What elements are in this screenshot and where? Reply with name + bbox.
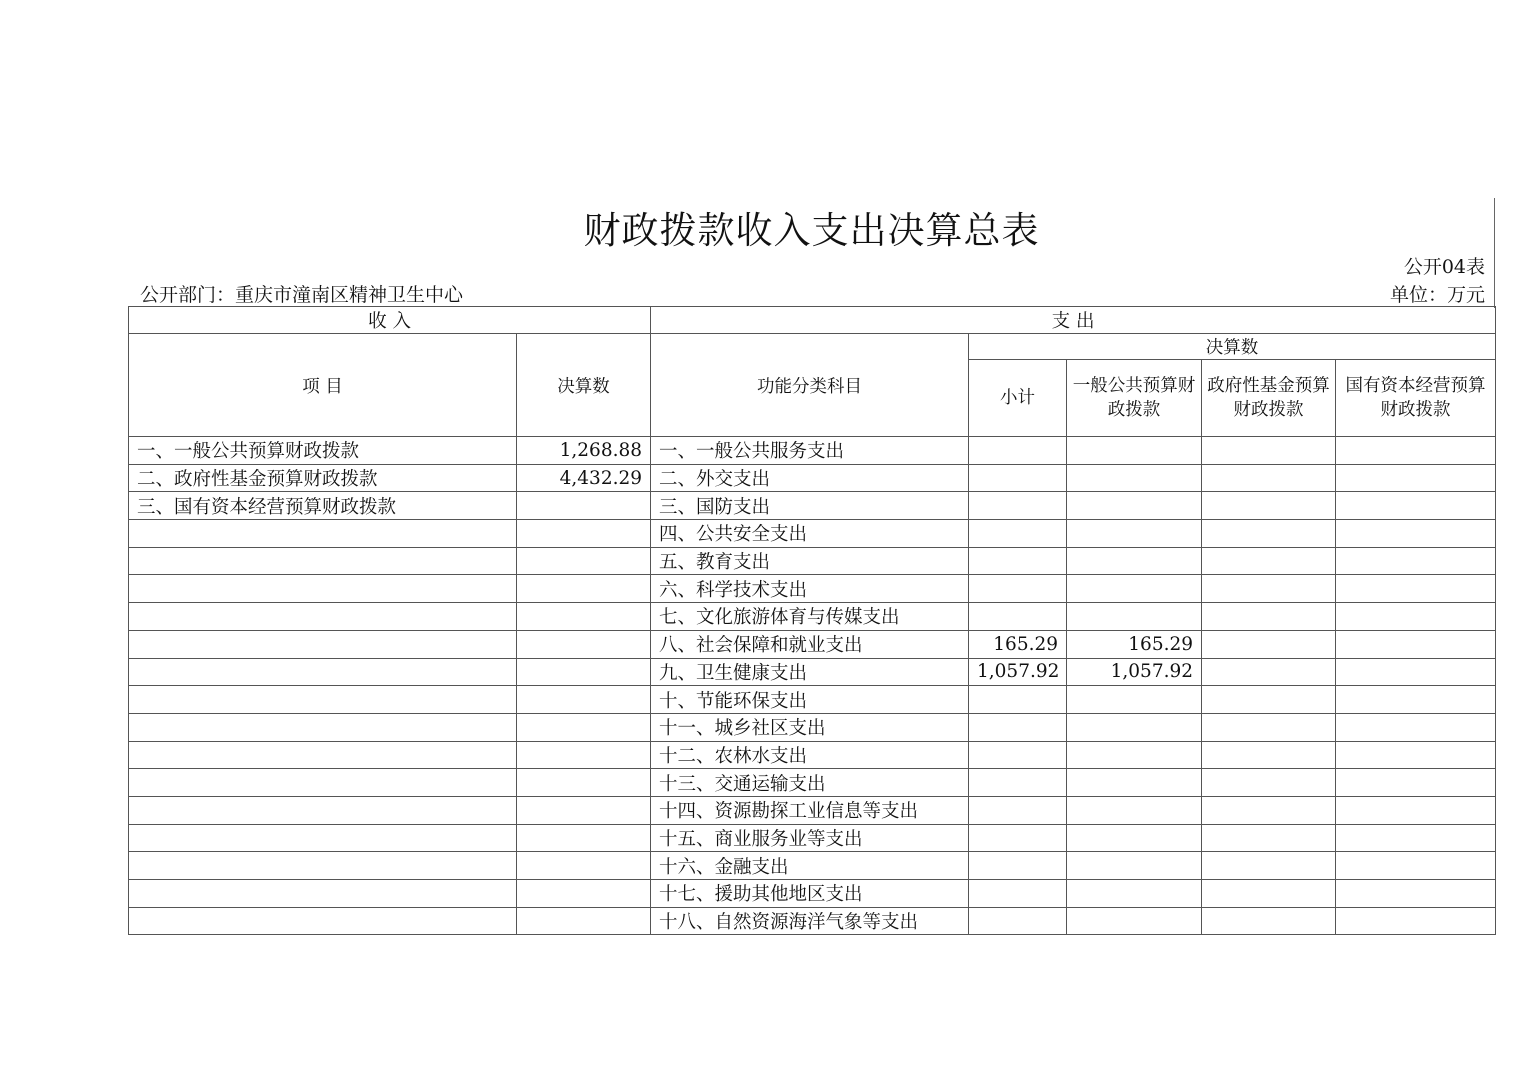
expense-item-cell: 十三、交通运输支出	[651, 769, 969, 797]
table-row	[129, 741, 1496, 769]
final-group-header: 决算数	[969, 334, 1496, 360]
state-capital-cell	[1336, 713, 1496, 741]
table-row	[129, 547, 1496, 575]
gov-fund-cell	[1202, 796, 1336, 824]
expense-item-cell: 十二、农林水支出	[651, 741, 969, 769]
subtotal-cell	[969, 852, 1067, 880]
general-budget-cell	[1067, 575, 1202, 603]
state-capital-cell	[1336, 658, 1496, 686]
expense-item-cell: 十一、城乡社区支出	[651, 713, 969, 741]
state-capital-cell	[1336, 630, 1496, 658]
income-amount-cell	[517, 492, 651, 520]
income-item-cell	[129, 796, 517, 824]
income-item-cell	[129, 658, 517, 686]
expense-item-cell: 十四、资源勘探工业信息等支出	[651, 796, 969, 824]
income-amount-cell	[517, 852, 651, 880]
expense-item-cell: 六、科学技术支出	[651, 575, 969, 603]
income-amount-cell	[517, 880, 651, 908]
item-header: 项 目	[129, 334, 517, 437]
state-capital-cell	[1336, 824, 1496, 852]
gov-fund-cell	[1202, 575, 1336, 603]
state-capital-cell	[1336, 741, 1496, 769]
income-item-cell	[129, 603, 517, 631]
income-amount-cell	[517, 907, 651, 935]
income-amount-cell: 1,268.88	[517, 437, 651, 465]
gov-fund-cell	[1202, 603, 1336, 631]
income-amount-cell	[517, 713, 651, 741]
general-budget-cell	[1067, 492, 1202, 520]
income-item-cell	[129, 741, 517, 769]
general-budget-cell	[1067, 547, 1202, 575]
subtotal-cell	[969, 907, 1067, 935]
general-budget-cell	[1067, 464, 1202, 492]
general-budget-cell	[1067, 852, 1202, 880]
subtotal-cell	[969, 492, 1067, 520]
table-row	[129, 464, 1496, 492]
subtotal-header: 小计	[969, 360, 1067, 437]
table-row	[129, 852, 1496, 880]
expense-item-cell: 七、文化旅游体育与传媒支出	[651, 603, 969, 631]
gov-fund-cell	[1202, 658, 1336, 686]
final-amount-header: 决算数	[517, 334, 651, 437]
income-item-cell: 三、国有资本经营预算财政拨款	[129, 492, 517, 520]
gov-fund-cell	[1202, 520, 1336, 548]
general-budget-cell	[1067, 796, 1202, 824]
income-item-cell	[129, 630, 517, 658]
gov-fund-cell	[1202, 547, 1336, 575]
income-item-cell: 二、政府性基金预算财政拨款	[129, 464, 517, 492]
income-amount-cell	[517, 769, 651, 797]
income-item-cell	[129, 769, 517, 797]
expense-item-cell: 十六、金融支出	[651, 852, 969, 880]
gov-fund-cell	[1202, 852, 1336, 880]
table-row	[129, 769, 1496, 797]
income-amount-cell	[517, 824, 651, 852]
subtotal-cell	[969, 575, 1067, 603]
gov-fund-cell	[1202, 741, 1336, 769]
income-item-cell	[129, 547, 517, 575]
gov-fund-cell	[1202, 713, 1336, 741]
gov-fund-cell	[1202, 769, 1336, 797]
subtotal-cell	[969, 464, 1067, 492]
table-row	[129, 520, 1496, 548]
expense-item-cell: 五、教育支出	[651, 547, 969, 575]
general-budget-cell	[1067, 603, 1202, 631]
header-row-sections	[129, 307, 1496, 334]
expense-item-cell: 一、一般公共服务支出	[651, 437, 969, 465]
state-capital-header: 国有资本经营预算财政拨款	[1336, 360, 1496, 437]
gov-fund-cell	[1202, 464, 1336, 492]
table-row	[129, 907, 1496, 935]
subtotal-cell: 1,057.92	[969, 658, 1067, 686]
function-class-header: 功能分类科目	[651, 334, 969, 437]
subtotal-cell	[969, 741, 1067, 769]
header-row-group	[129, 334, 1496, 360]
subtotal-cell	[969, 686, 1067, 714]
expense-item-cell: 十八、自然资源海洋气象等支出	[651, 907, 969, 935]
income-item-cell	[129, 713, 517, 741]
table-row	[129, 658, 1496, 686]
general-budget-cell	[1067, 769, 1202, 797]
general-budget-cell	[1067, 520, 1202, 548]
income-amount-cell	[517, 520, 651, 548]
income-amount-cell	[517, 686, 651, 714]
budget-table	[128, 306, 1496, 935]
expense-header: 支 出	[651, 307, 1496, 334]
state-capital-cell	[1336, 907, 1496, 935]
expense-item-cell: 三、国防支出	[651, 492, 969, 520]
page-title: 财政拨款收入支出决算总表	[583, 209, 1040, 252]
general-budget-cell: 1,057.92	[1067, 658, 1202, 686]
subtotal-cell	[969, 769, 1067, 797]
expense-item-cell: 二、外交支出	[651, 464, 969, 492]
gov-fund-cell	[1202, 824, 1336, 852]
subtotal-cell	[969, 437, 1067, 465]
income-item-cell	[129, 880, 517, 908]
income-amount-cell	[517, 741, 651, 769]
state-capital-cell	[1336, 880, 1496, 908]
table-row	[129, 437, 1496, 465]
expense-item-cell: 十、节能环保支出	[651, 686, 969, 714]
expense-item-cell: 十七、援助其他地区支出	[651, 880, 969, 908]
expense-item-cell: 十五、商业服务业等支出	[651, 824, 969, 852]
table-row	[129, 713, 1496, 741]
gov-fund-cell	[1202, 686, 1336, 714]
gov-fund-cell	[1202, 437, 1336, 465]
table-row	[129, 686, 1496, 714]
state-capital-cell	[1336, 686, 1496, 714]
income-header: 收 入	[129, 307, 651, 334]
state-capital-cell	[1336, 796, 1496, 824]
table-row	[129, 575, 1496, 603]
table-row	[129, 824, 1496, 852]
subtotal-cell	[969, 880, 1067, 908]
state-capital-cell	[1336, 769, 1496, 797]
subtotal-cell	[969, 796, 1067, 824]
income-amount-cell	[517, 547, 651, 575]
general-budget-cell	[1067, 437, 1202, 465]
table-row	[129, 492, 1496, 520]
state-capital-cell	[1336, 464, 1496, 492]
table-row	[129, 796, 1496, 824]
income-amount-cell	[517, 575, 651, 603]
state-capital-cell	[1336, 520, 1496, 548]
state-capital-cell	[1336, 603, 1496, 631]
general-budget-cell	[1067, 686, 1202, 714]
gov-fund-cell	[1202, 630, 1336, 658]
income-item-cell	[129, 686, 517, 714]
income-amount-cell: 4,432.29	[517, 464, 651, 492]
expense-item-cell: 四、公共安全支出	[651, 520, 969, 548]
table-number: 公开04表	[1403, 256, 1485, 278]
unit-label: 单位：万元	[1389, 284, 1485, 306]
income-amount-cell	[517, 630, 651, 658]
state-capital-cell	[1336, 492, 1496, 520]
general-budget-cell	[1067, 907, 1202, 935]
gov-fund-cell	[1202, 907, 1336, 935]
subtotal-cell	[969, 520, 1067, 548]
table-row	[129, 630, 1496, 658]
gov-fund-cell	[1202, 492, 1336, 520]
subtotal-cell	[969, 603, 1067, 631]
subtotal-cell	[969, 713, 1067, 741]
gov-fund-cell	[1202, 880, 1336, 908]
income-item-cell: 一、一般公共预算财政拨款	[129, 437, 517, 465]
general-budget-cell	[1067, 741, 1202, 769]
state-capital-cell	[1336, 437, 1496, 465]
table-row	[129, 880, 1496, 908]
expense-item-cell: 九、卫生健康支出	[651, 658, 969, 686]
income-item-cell	[129, 575, 517, 603]
gov-fund-header: 政府性基金预算财政拨款	[1202, 360, 1336, 437]
general-budget-cell	[1067, 880, 1202, 908]
general-budget-cell: 165.29	[1067, 630, 1202, 658]
income-amount-cell	[517, 658, 651, 686]
state-capital-cell	[1336, 852, 1496, 880]
income-item-cell	[129, 520, 517, 548]
income-amount-cell	[517, 603, 651, 631]
general-budget-cell	[1067, 713, 1202, 741]
subtotal-cell	[969, 824, 1067, 852]
subtotal-cell	[969, 547, 1067, 575]
income-item-cell	[129, 824, 517, 852]
income-amount-cell	[517, 796, 651, 824]
income-item-cell	[129, 907, 517, 935]
income-item-cell	[129, 852, 517, 880]
state-capital-cell	[1336, 547, 1496, 575]
expense-item-cell: 八、社会保障和就业支出	[651, 630, 969, 658]
general-budget-header: 一般公共预算财政拨款	[1067, 360, 1202, 437]
department-label: 公开部门：重庆市潼南区精神卫生中心	[140, 284, 464, 306]
table-row	[129, 603, 1496, 631]
state-capital-cell	[1336, 575, 1496, 603]
general-budget-cell	[1067, 824, 1202, 852]
subtotal-cell: 165.29	[969, 630, 1067, 658]
